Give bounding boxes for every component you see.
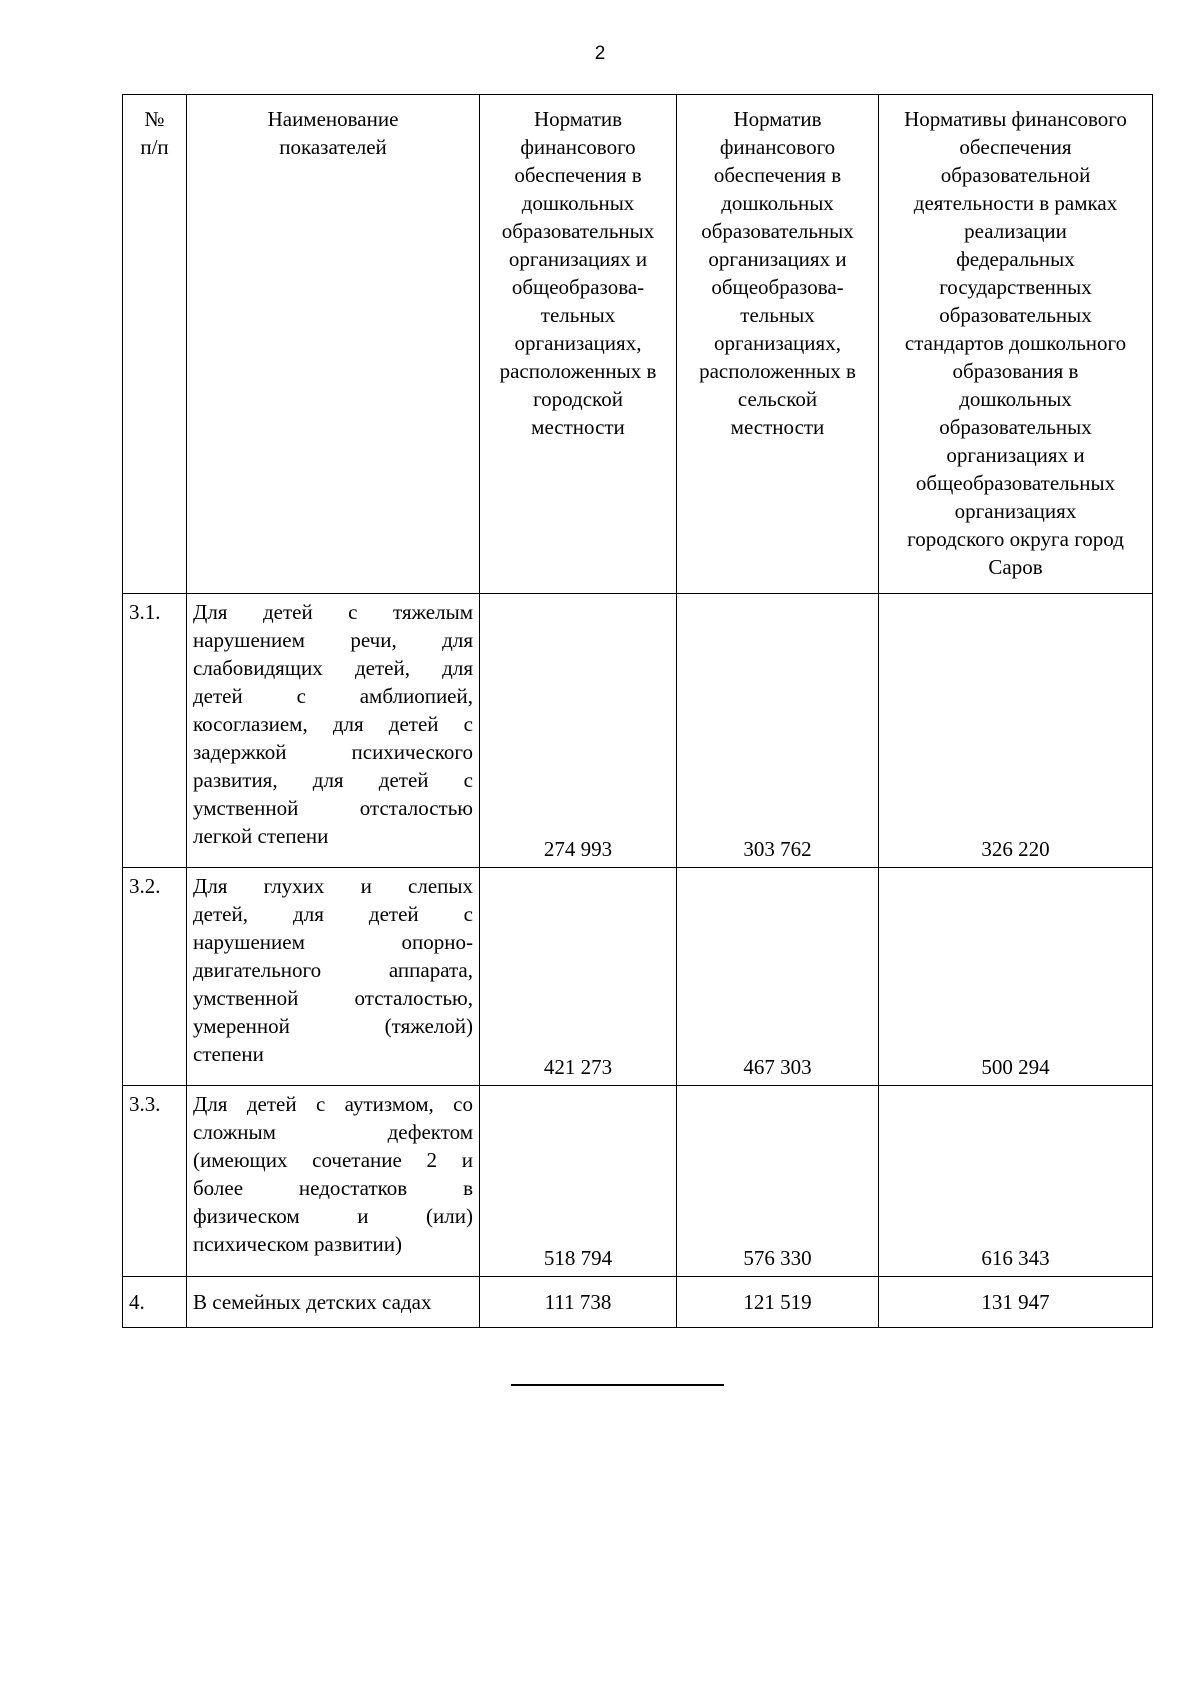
row-indicator-name: Для детей с тяжелым нарушением речи, для слабовидящих детей, для детей с амблиопией, косоглазием, для детей с задержкой психического развития, для детей с умственной отсталостью легкой степени bbox=[187, 594, 480, 868]
urban-norm-value: 518 794 bbox=[480, 1086, 677, 1277]
rural-norm-value: 303 762 bbox=[677, 594, 879, 868]
row-indicator-name: В семейных детских садах bbox=[187, 1277, 480, 1328]
row-indicator-name: Для детей с аутизмом, со сложным дефектом (имеющих сочетание 2 и более недостатков в физическом и (или) психическом развитии) bbox=[187, 1086, 480, 1277]
fgos-norm-value: 500 294 bbox=[879, 868, 1153, 1086]
fgos-norm-value: 326 220 bbox=[879, 594, 1153, 868]
fgos-norm-value: 616 343 bbox=[879, 1086, 1153, 1277]
urban-norm-value: 274 993 bbox=[480, 594, 677, 868]
rural-norm-value: 576 330 bbox=[677, 1086, 879, 1277]
table-row bbox=[123, 1086, 1153, 1277]
header-rural-norm: Норматив финансового обеспечения в дошкольных образовательных организациях и общеобразова- тельных организациях, расположенных в сельской местности bbox=[677, 95, 879, 594]
row-indicator-name: Для глухих и слепых детей, для детей с нарушением опорно- двигательного аппарата, умственной отсталостью, умеренной (тяжелой) степени bbox=[187, 868, 480, 1086]
urban-norm-value: 111 738 bbox=[480, 1277, 677, 1328]
header-number: № п/п bbox=[123, 95, 187, 594]
rural-norm-value: 121 519 bbox=[677, 1277, 879, 1328]
table-row bbox=[123, 1277, 1153, 1328]
page-number: 2 bbox=[594, 43, 606, 64]
row-number: 3.2. bbox=[123, 868, 187, 1086]
table-header-row bbox=[123, 95, 1153, 594]
financing-norms-table bbox=[122, 94, 1153, 1328]
table-row bbox=[123, 868, 1153, 1086]
end-of-document-rule bbox=[511, 1384, 724, 1386]
row-number: 3.3. bbox=[123, 1086, 187, 1277]
urban-norm-value: 421 273 bbox=[480, 868, 677, 1086]
table-row bbox=[123, 594, 1153, 868]
header-fgos-norm: Нормативы финансового обеспечения образовательной деятельности в рамках реализации федеральных государственных образовательных стандартов дошкольного образования в дошкольных образовательных организациях и общеобразовательных организациях городского округа город Саров bbox=[879, 95, 1153, 594]
header-urban-norm: Норматив финансового обеспечения в дошкольных образовательных организациях и общеобразова- тельных организациях, расположенных в городской местности bbox=[480, 95, 677, 594]
rural-norm-value: 467 303 bbox=[677, 868, 879, 1086]
fgos-norm-value: 131 947 bbox=[879, 1277, 1153, 1328]
row-number: 4. bbox=[123, 1277, 187, 1328]
header-indicator-name: Наименование показателей bbox=[187, 95, 480, 594]
row-number: 3.1. bbox=[123, 594, 187, 868]
